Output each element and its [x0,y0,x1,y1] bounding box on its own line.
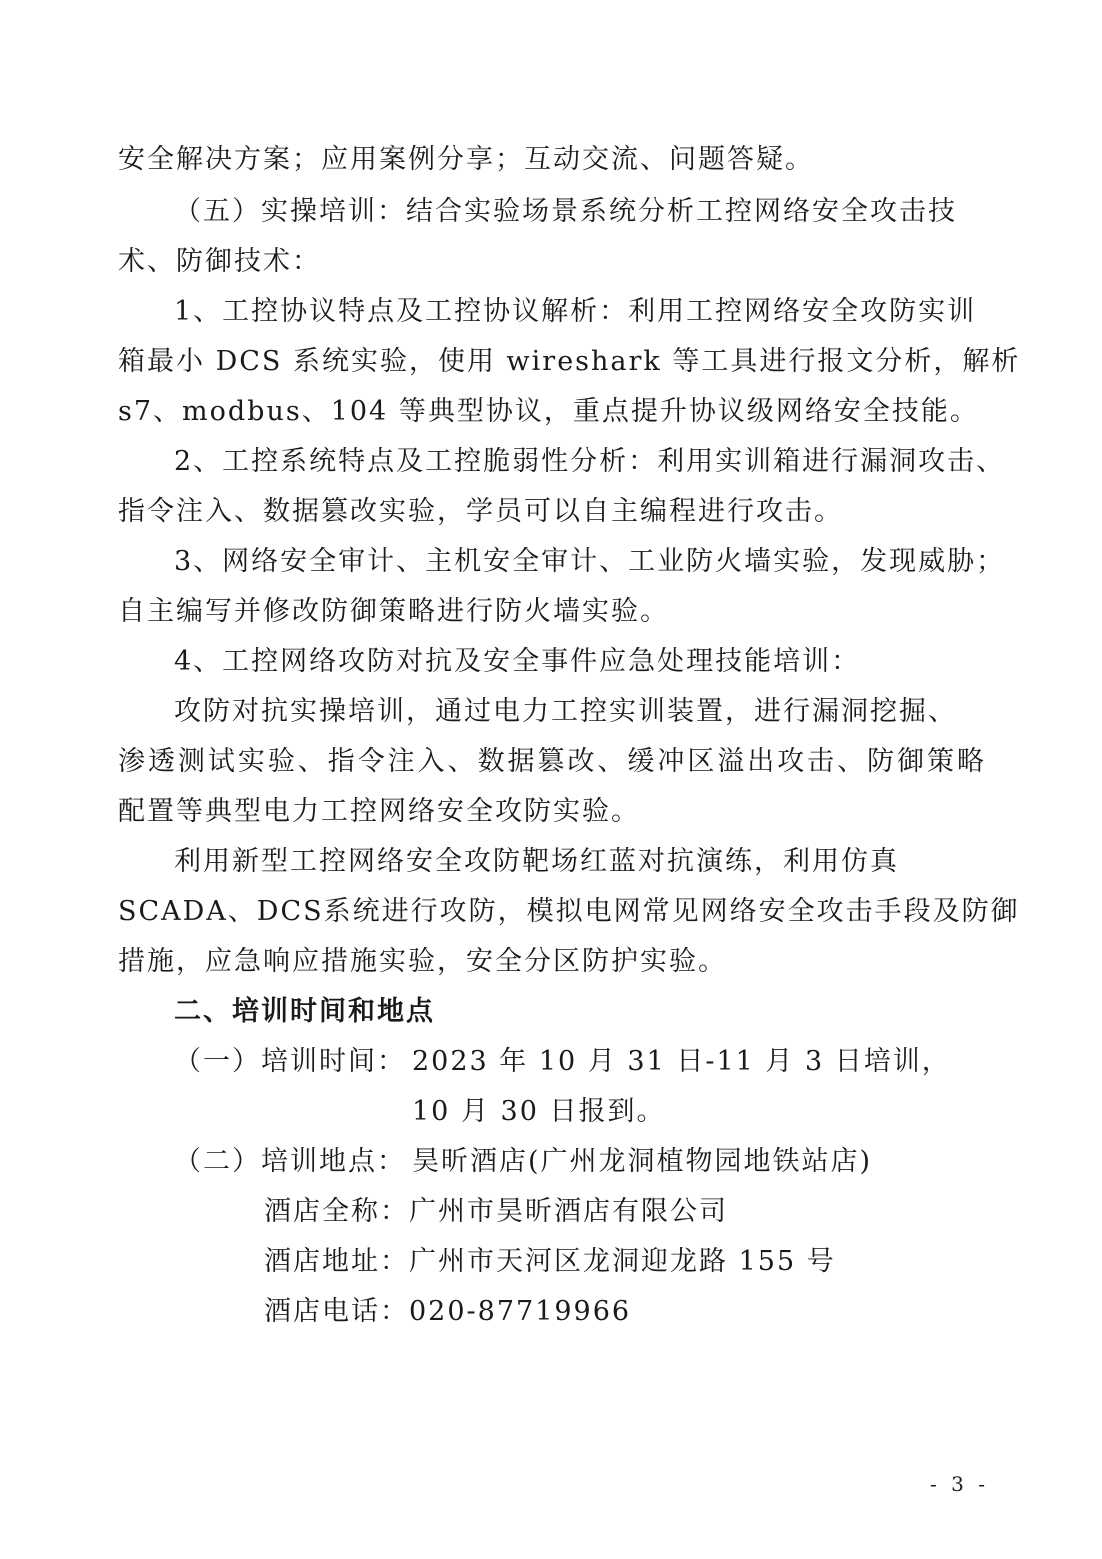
paragraph-line: 术、防御技术： [118,246,321,277]
paragraph-line: 利用新型工控网络安全攻防靶场红蓝对抗演练，利用仿真 [174,846,899,877]
place-value: 昊昕酒店(广州龙洞植物园地铁站店) [412,1146,873,1177]
time-label: （一）培训时间： [174,1046,406,1077]
paragraph-line: 指令注入、数据篡改实验，学员可以自主编程进行攻击。 [118,496,843,527]
paragraph-line: s7、modbus、104 等典型协议，重点提升协议级网络安全技能。 [118,396,979,427]
paragraph-line: 自主编写并修改防御策略进行防火墙实验。 [118,596,669,627]
paragraph-line: （五）实操培训：结合实验场景系统分析工控网络安全攻击技 [174,196,957,227]
paragraph-line: SCADA、DCS系统进行攻防，模拟电网常见网络安全攻击手段及防御 [118,896,1020,927]
paragraph-line: 安全解决方案；应用案例分享；互动交流、问题答疑。 [118,144,814,175]
hotel-phone: 酒店电话：020-87719966 [264,1296,632,1327]
paragraph-line: 箱最小 DCS 系统实验，使用 wireshark 等工具进行报文分析，解析 [118,346,1021,377]
paragraph-line: 1、工控协议特点及工控协议解析：利用工控网络安全攻防实训 [174,296,977,327]
time-value-report: 10 月 30 日报到。 [412,1096,666,1127]
time-value: 2023 年 10 月 31 日-11 月 3 日培训， [412,1046,951,1077]
paragraph-line: 4、工控网络攻防对抗及安全事件应急处理技能培训： [174,646,861,677]
place-label: （二）培训地点： [174,1146,406,1177]
paragraph-line: 措施，应急响应措施实验，安全分区防护实验。 [118,946,727,977]
paragraph-line: 攻防对抗实操培训，通过电力工控实训装置，进行漏洞挖掘、 [174,696,957,727]
paragraph-line: 2、工控系统特点及工控脆弱性分析：利用实训箱进行漏洞攻击、 [174,446,1006,477]
page-number: - 3 - [930,1472,989,1496]
hotel-address: 酒店地址：广州市天河区龙洞迎龙路 155 号 [264,1246,836,1277]
hotel-fullname: 酒店全称：广州市昊昕酒店有限公司 [264,1196,728,1227]
paragraph-line: 3、网络安全审计、主机安全审计、工业防火墙实验，发现威胁； [174,546,1006,577]
paragraph-line: 渗透测试实验、指令注入、数据篡改、缓冲区溢出攻击、防御策略 [118,746,986,777]
section-heading: 二、培训时间和地点 [174,996,435,1027]
paragraph-line: 配置等典型电力工控网络安全攻防实验。 [118,796,640,827]
